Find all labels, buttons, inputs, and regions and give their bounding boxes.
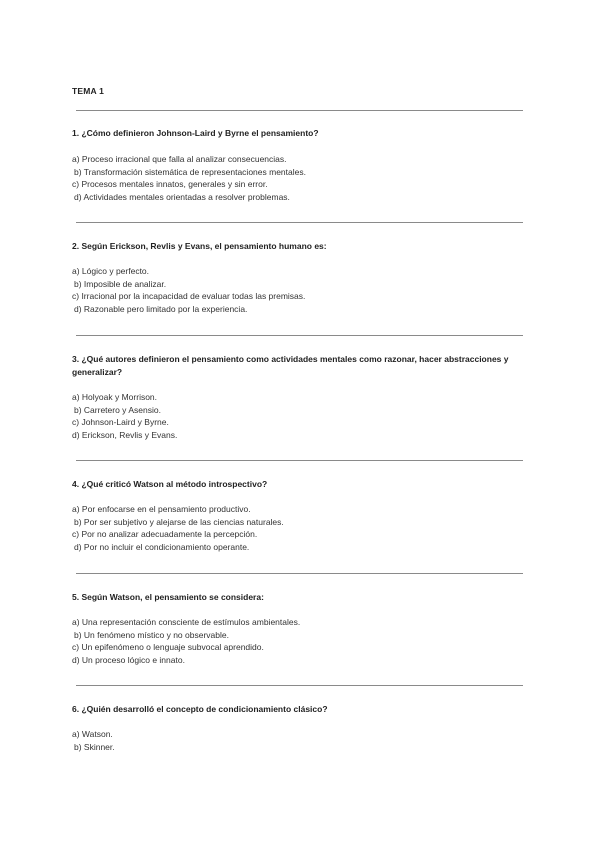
question-5-text: 5. Según Watson, el pensamiento se considera:	[72, 592, 264, 602]
question-4-option-d: d) Por no incluir el condicionamiento operante.	[74, 541, 250, 552]
question-2-option-d: d) Razonable pero limitado por la experiencia.	[74, 303, 248, 314]
question-1-option-c: c) Procesos mentales innatos, generales y sin error.	[72, 179, 268, 190]
question-4-options	[72, 503, 522, 553]
question-4-option-a: a) Por enfocarse en el pensamiento productivo.	[72, 504, 251, 514]
divider	[76, 573, 523, 574]
question-3-option-c: c) Johnson-Laird y Byrne.	[72, 417, 169, 428]
question-1-option-a: a) Proceso irracional que falla al analizar consecuencias.	[72, 154, 287, 164]
question-1-option-d: d) Actividades mentales orientadas a resolver problemas.	[74, 191, 290, 202]
question-2-option-b: b) Imposible de analizar.	[74, 278, 167, 289]
question-2-options	[72, 265, 522, 315]
question-5-options	[72, 616, 522, 666]
divider	[76, 110, 523, 111]
question-3-options	[72, 391, 522, 441]
divider	[76, 685, 523, 686]
question-3-option-d: d) Erickson, Revlis y Evans.	[72, 429, 178, 440]
question-6-option-a: a) Watson.	[72, 729, 113, 739]
question-5-option-d: d) Un proceso lógico e innato.	[72, 654, 185, 665]
question-5-option-a: a) Una representación consciente de estímulos ambientales.	[72, 617, 301, 627]
question-1-option-b: b) Transformación sistemática de representaciones mentales.	[74, 166, 306, 177]
question-2-text: 2. Según Erickson, Revlis y Evans, el pensamiento humano es:	[72, 241, 327, 251]
question-1-text: 1. ¿Cómo definieron Johnson-Laird y Byrne el pensamiento?	[72, 128, 319, 138]
question-5-option-b: b) Un fenómeno místico y no observable.	[74, 629, 229, 640]
page-heading: TEMA 1	[72, 86, 105, 96]
question-4-text: 4. ¿Qué criticó Watson al método introspectivo?	[72, 479, 268, 489]
question-3-option-a: a) Holyoak y Morrison.	[72, 392, 158, 402]
question-6-text: 6. ¿Quién desarrolló el concepto de condicionamiento clásico?	[72, 704, 328, 714]
question-3-text: 3. ¿Qué autores definieron el pensamiento como actividades mentales como razonar, hacer abstracciones y generalizar?	[72, 354, 509, 377]
question-4-option-c: c) Por no analizar adecuadamente la percepción.	[72, 529, 258, 540]
divider	[76, 460, 523, 461]
question-2-option-a: a) Lógico y perfecto.	[72, 266, 150, 276]
question-1-options	[72, 153, 522, 203]
question-6-options	[72, 728, 522, 753]
question-2-option-c: c) Irracional por la incapacidad de evaluar todas las premisas.	[72, 291, 306, 302]
question-3-option-b: b) Carretero y Asensio.	[74, 404, 161, 415]
question-6-option-b: b) Skinner.	[74, 741, 115, 752]
divider	[76, 222, 523, 223]
divider	[76, 335, 523, 336]
question-5-option-c: c) Un epifenómeno o lenguaje subvocal aprendido.	[72, 642, 264, 653]
question-4-option-b: b) Por ser subjetivo y alejarse de las ciencias naturales.	[74, 516, 284, 527]
